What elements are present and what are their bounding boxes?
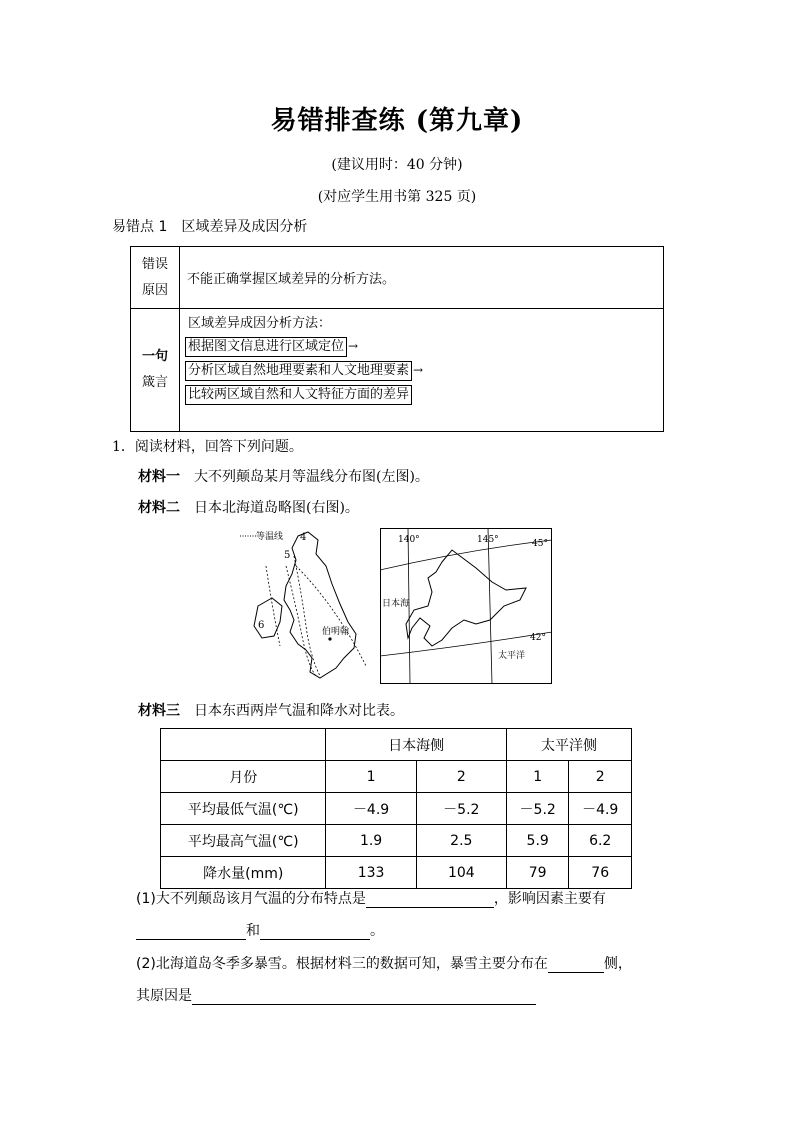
longitude-label: 145°	[477, 535, 499, 545]
table-cell: 76	[569, 857, 632, 889]
question-1: 1．阅读材料，回答下列问题。	[112, 439, 303, 455]
month-cell: 2	[416, 761, 506, 793]
row-label: 平均最高气温(℃)	[161, 825, 326, 857]
tip-method	[180, 309, 664, 432]
tip-table	[130, 246, 664, 432]
table-cell: 2.5	[416, 825, 506, 857]
hokkaido-map	[380, 528, 552, 684]
group-header: 太平洋侧	[506, 729, 631, 761]
isotherm-label: 5	[284, 550, 291, 561]
answer-blank[interactable]	[192, 988, 536, 1005]
material-3: 材料三 日本东西两岸气温和降水对比表。	[138, 703, 404, 719]
page-reference: (对应学生用书第 325 页)	[317, 189, 477, 205]
method-step: 分析区域自然地理要素和人文地理要素 →	[185, 359, 663, 383]
sub-question-2-cont: 其原因是	[136, 985, 536, 1005]
answer-blank[interactable]	[136, 923, 246, 940]
latitude-label: 42°	[530, 633, 546, 643]
row-label: 月份	[161, 761, 326, 793]
legend-label: 等温线	[256, 532, 284, 542]
month-cell: 1	[326, 761, 416, 793]
answer-blank[interactable]	[260, 923, 370, 940]
group-header: 日本海侧	[326, 729, 506, 761]
longitude-label: 140°	[398, 535, 420, 545]
table-cell: －5.2	[416, 793, 506, 825]
month-cell: 2	[569, 761, 632, 793]
table-cell: 6.2	[569, 825, 632, 857]
time-note: (建议用时：40 分钟)	[331, 157, 463, 173]
sub-question-1-cont: 和 。	[136, 920, 384, 940]
table-cell: 79	[506, 857, 569, 889]
table-cell: －5.2	[506, 793, 569, 825]
section-heading: 易错点 1 区域差异及成因分析	[112, 219, 308, 235]
table-cell: 5.9	[506, 825, 569, 857]
method-title: 区域差异成因分析方法：	[188, 316, 332, 331]
sub-question-1: (1)大不列颠岛该月气温的分布特点是 ，影响因素主要有	[136, 891, 606, 907]
climate-table	[160, 728, 632, 889]
method-step: 根据图文信息进行区域定位 →	[185, 335, 663, 359]
table-cell: 104	[416, 857, 506, 889]
material-1: 材料一 大不列颠岛某月等温线分布图(左图)。	[138, 469, 429, 485]
city-label: 伯明翰	[322, 627, 350, 637]
isotherm-label: 6	[258, 620, 265, 631]
isotherm-label: 4	[300, 532, 307, 543]
material-2: 材料二 日本北海道岛略图(右图)。	[138, 500, 359, 516]
britain-isotherm-map	[236, 526, 376, 686]
method-step: 比较两区域自然和人文特征方面的差异	[185, 383, 663, 407]
month-cell: 1	[506, 761, 569, 793]
row-label: 降水量(mm)	[161, 857, 326, 889]
latitude-label: 45°	[532, 539, 548, 549]
answer-blank[interactable]	[366, 891, 494, 908]
table-cell: 1.9	[326, 825, 416, 857]
tip-reason: 不能正确掌握区域差异的分析方法。	[180, 247, 664, 309]
answer-blank[interactable]	[548, 956, 604, 973]
page-title: 易错排查练 (第九章)	[270, 106, 524, 136]
tip-header-reason: 错误 原因	[131, 247, 180, 309]
tip-header-motto: 一句 箴言	[131, 309, 180, 432]
table-cell: －4.9	[326, 793, 416, 825]
table-cell: 133	[326, 857, 416, 889]
sea-label: 日本海	[382, 599, 410, 609]
sub-question-2: (2)北海道岛冬季多暴雪。根据材料三的数据可知，暴雪主要分布在 侧，	[136, 956, 632, 972]
row-label: 平均最低气温(℃)	[161, 793, 326, 825]
table-cell: －4.9	[569, 793, 632, 825]
ocean-label: 太平洋	[498, 651, 526, 661]
